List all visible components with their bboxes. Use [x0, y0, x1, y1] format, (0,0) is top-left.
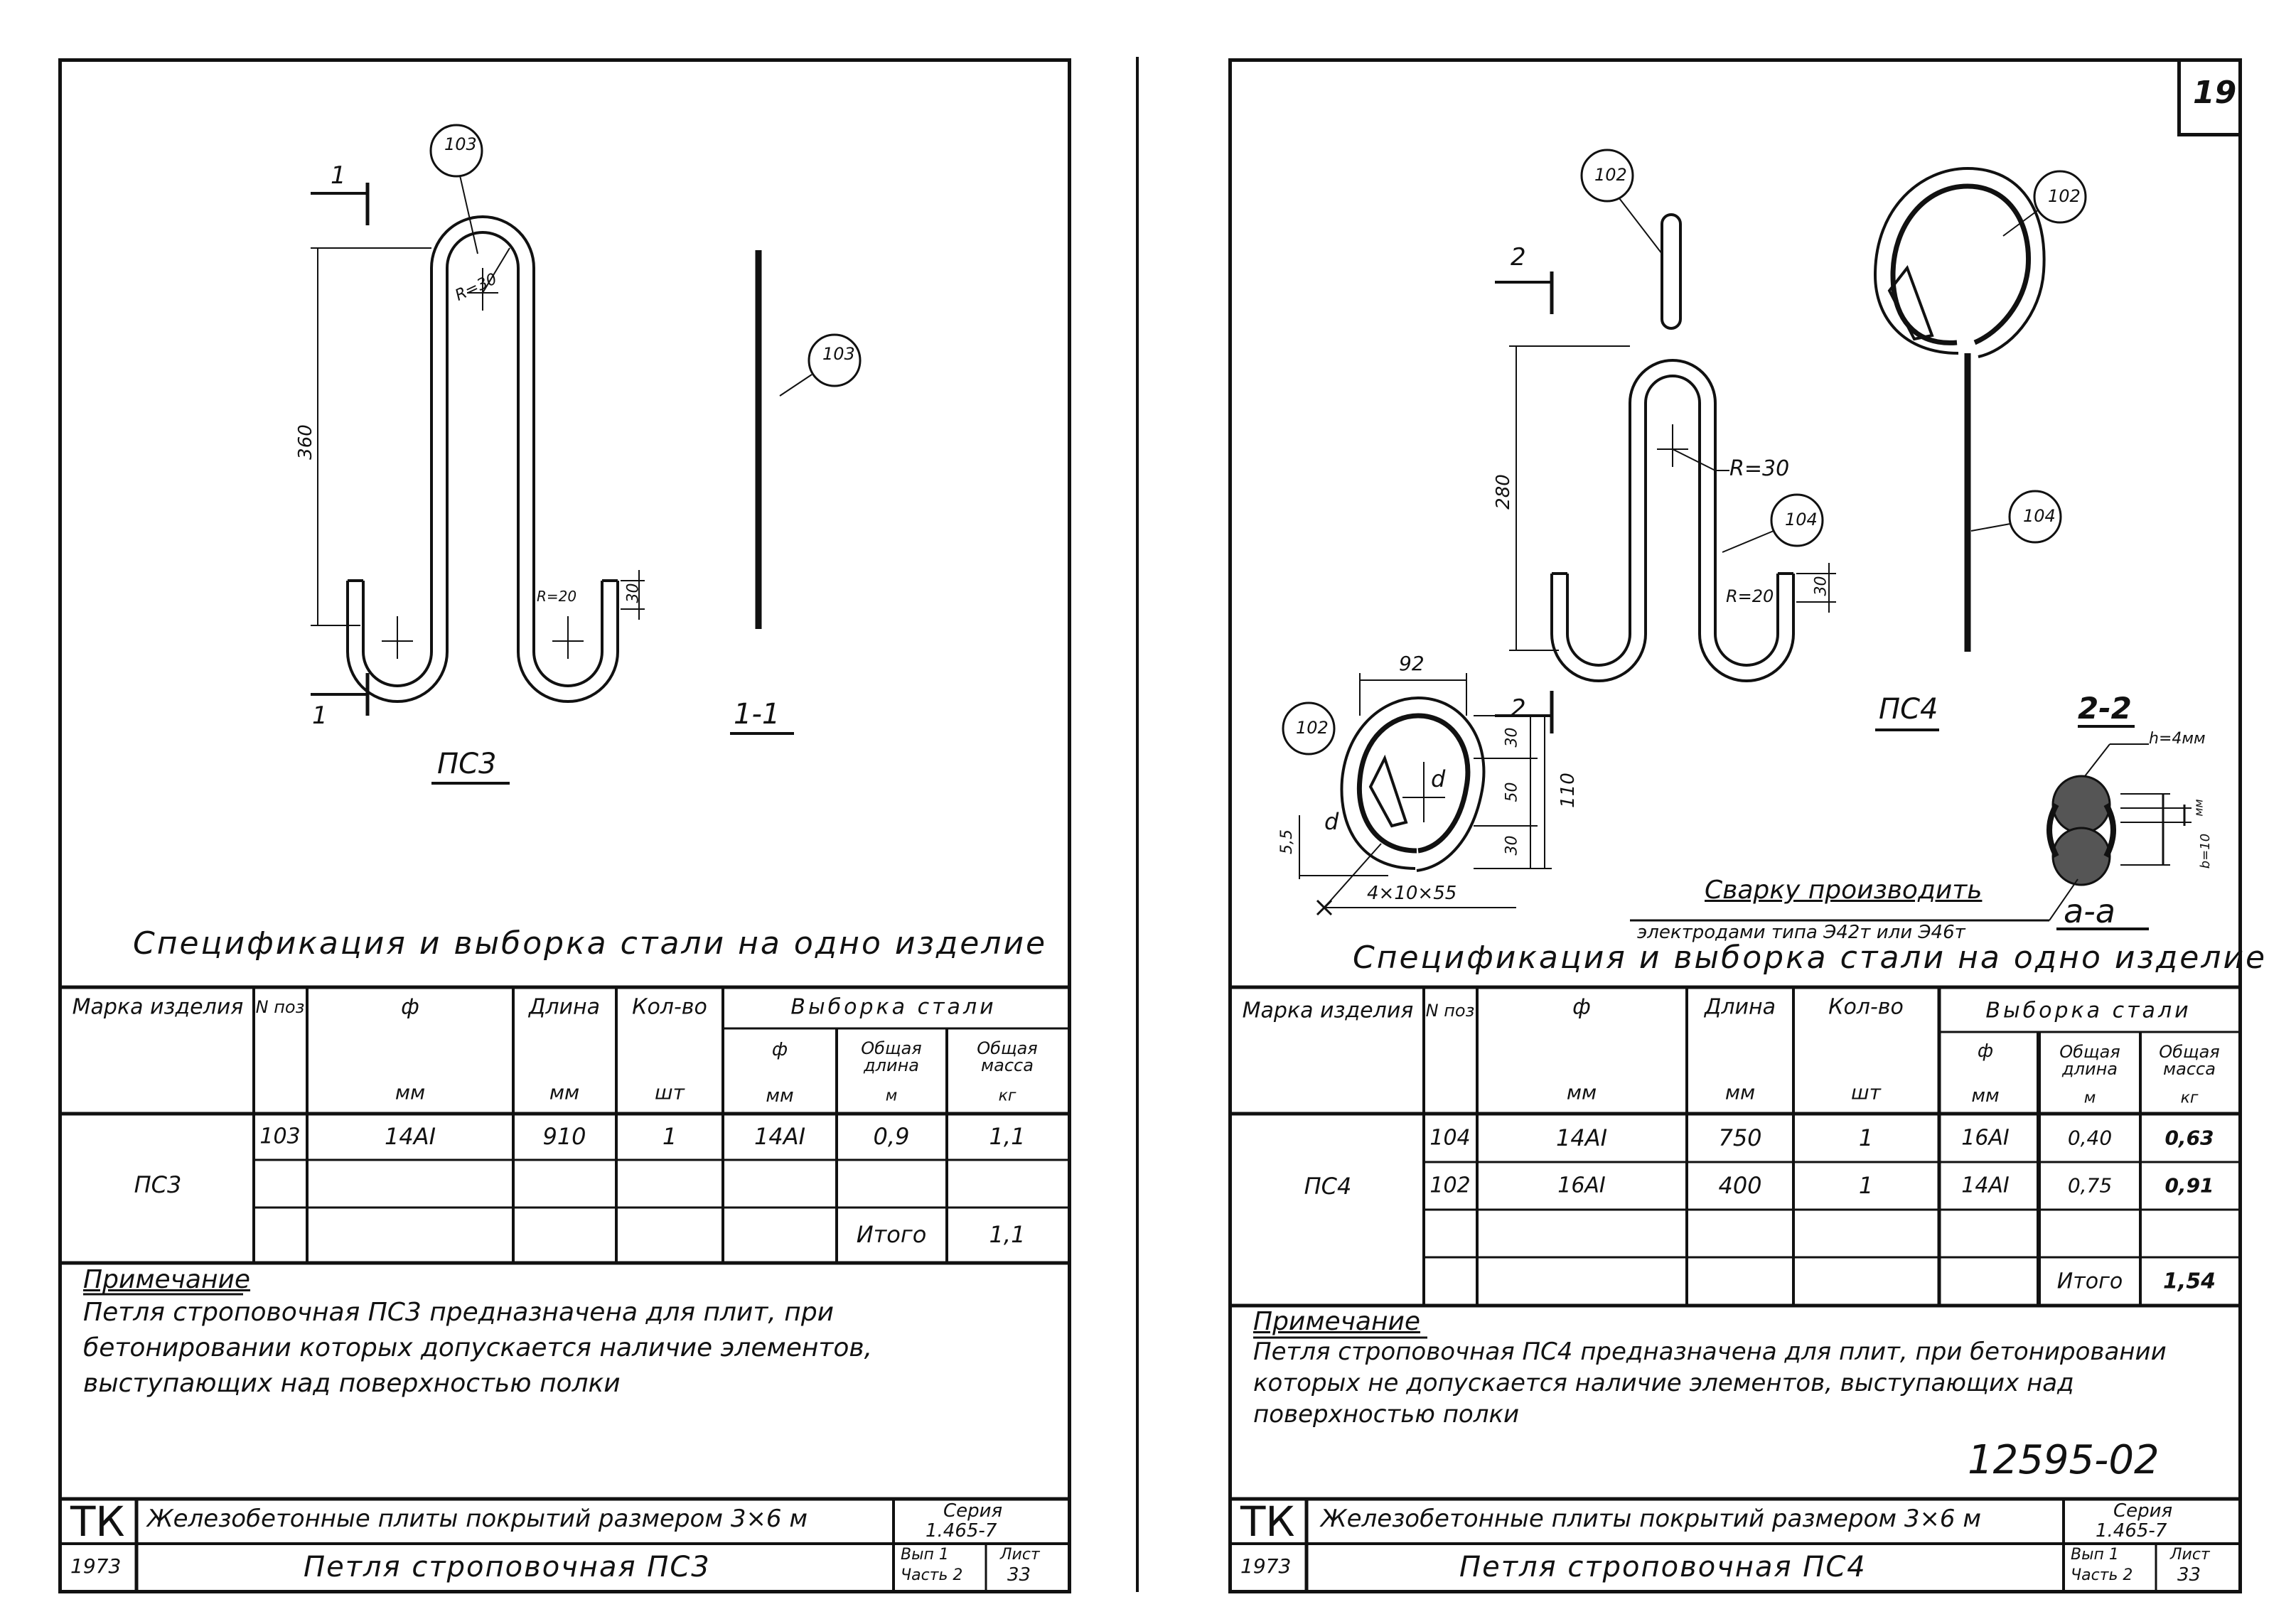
td-sel-phi: 14АI: [753, 1123, 806, 1150]
note-text: Петля строповочная ПС3 предназначена для плит, при бетонировании которых допускается наличие элементов, выступающих над поверхностью полки: [83, 1298, 873, 1398]
th-phi-unit: мм: [1566, 1080, 1597, 1104]
td-mark: ПС3: [134, 1171, 182, 1198]
mark-104-front: 104: [1785, 510, 1818, 529]
th-phi: ф: [1572, 994, 1591, 1020]
dim-280: 280: [1492, 474, 1514, 510]
mark-103-side: 103: [822, 344, 855, 364]
dim-30: 30: [1812, 576, 1830, 596]
td-sel-phi-row2: 14АI: [1961, 1173, 2010, 1198]
tb-year: 1973: [70, 1554, 122, 1578]
th-phi-unit: мм: [395, 1080, 426, 1104]
td-sel-length-row2: 0,75: [2067, 1173, 2113, 1198]
td-total-value: 1,54: [2162, 1269, 2216, 1294]
tb-title: Железобетонные плиты покрытий размером 3×6 м: [147, 1505, 808, 1533]
note-text: Петля строповочная ПС4 предназначена для плит, при бетонировании которых не допускается наличие элементов, выступающих над поверхностью полки: [1253, 1338, 2167, 1429]
th-pos: N поз: [1425, 1001, 1475, 1021]
th-sel-mass-unit: кг: [2180, 1089, 2199, 1107]
td-sel-mass-row2: 0,91: [2164, 1173, 2214, 1198]
th-sel-length: Общая длина: [2059, 1042, 2120, 1079]
product-label: ПС3: [437, 748, 497, 780]
section-label-bottom: 1: [312, 701, 328, 730]
th-sel-length-unit: м: [885, 1087, 898, 1105]
dim-ring-92: 92: [1399, 652, 1425, 675]
th-length-unit: мм: [549, 1080, 580, 1104]
weld-h: h=4мм: [2149, 730, 2206, 748]
dim-ring-55: 5,5: [1278, 829, 1296, 854]
th-sel-length-unit: м: [2083, 1089, 2096, 1107]
tb-year: 1973: [1240, 1554, 1292, 1578]
page-number: 19: [2193, 75, 2237, 111]
td-sel-length-row1: 0,40: [2067, 1126, 2113, 1150]
tb-issue: Вып 1: [2071, 1546, 2119, 1564]
dim-30: 30: [624, 583, 643, 603]
th-mark: Марка изделия: [72, 994, 244, 1020]
tb-series-label: Серия: [943, 1500, 1003, 1522]
td-sel-mass-row1: 0,63: [2164, 1126, 2214, 1150]
product-label: ПС4: [1879, 693, 1938, 726]
section-view-label: 1-1: [734, 698, 780, 731]
th-phi: ф: [401, 994, 419, 1020]
th-selection: Выборка стали: [1985, 998, 2192, 1023]
th-sel-phi: ф: [771, 1039, 788, 1060]
tb-part: Часть 2: [2071, 1566, 2133, 1584]
tb-series-value: 1.465-7: [2096, 1520, 2167, 1542]
dim-r20: R=20: [537, 588, 577, 605]
td-qty-row2: 1: [1858, 1172, 1874, 1199]
weld-b: b=10: [2198, 833, 2214, 869]
td-sel-mass: 1,1: [989, 1123, 1026, 1150]
section-label-top: 2: [1511, 243, 1526, 271]
doc-number: 12595-02: [1968, 1437, 2160, 1483]
dim-r30: R=30: [1729, 456, 1790, 481]
weld-text-1: Сварку производить: [1705, 876, 1983, 905]
tb-title: Железобетонные плиты покрытий размером 3×6 м: [1321, 1505, 1982, 1533]
td-phi-row2: 16АI: [1557, 1173, 1606, 1198]
note-heading: Примечание: [83, 1265, 251, 1294]
dim-ring-plate: 4×10×55: [1367, 883, 1457, 904]
mark-102-right: 102: [2048, 186, 2081, 206]
td-phi-row1: 14АI: [1555, 1124, 1608, 1151]
sheet-left: [58, 58, 1071, 1593]
td-sel-length: 0,9: [873, 1123, 910, 1150]
tb-series-label: Серия: [2113, 1500, 2173, 1522]
td-pos-row2: 102: [1429, 1173, 1471, 1198]
dim-ring-50: 50: [1503, 782, 1521, 802]
th-sel-mass: Общая масса: [2159, 1042, 2220, 1079]
td-pos: 103: [259, 1124, 301, 1149]
th-sel-phi: ф: [1977, 1040, 1994, 1062]
dim-ring-30a: 30: [1503, 727, 1521, 748]
tb-issue: Вып 1: [901, 1546, 949, 1564]
section-aa-label: а-а: [2064, 892, 2115, 930]
tb-series-value: 1.465-7: [926, 1520, 997, 1542]
th-length: Длина: [528, 994, 601, 1020]
td-pos-row1: 104: [1429, 1125, 1471, 1151]
dim-ring-d: d: [1431, 765, 1446, 792]
spec-title: Спецификация и выборка стали на одно изделие: [1353, 940, 2268, 976]
tb-name: Петля строповочная ПС3: [304, 1551, 711, 1583]
dim-360: 360: [294, 424, 316, 460]
th-length: Длина: [1704, 994, 1776, 1020]
mark-102-top: 102: [1594, 165, 1627, 185]
td-sel-phi-row1: 16АI: [1961, 1125, 2010, 1151]
th-selection: Выборка стали: [790, 994, 997, 1020]
dim-r30: R=30: [452, 270, 500, 305]
mark-103-top: 103: [444, 134, 477, 154]
weld-mm: мм: [2192, 799, 2206, 817]
td-qty-row1: 1: [1858, 1124, 1874, 1151]
section-view-label: 2-2: [2078, 691, 2132, 726]
th-qty: Кол-во: [632, 994, 707, 1020]
th-sel-length: Общая длина: [861, 1038, 922, 1075]
section-label-top: 1: [331, 161, 346, 190]
th-length-unit: мм: [1724, 1080, 1756, 1104]
mark-104-side: 104: [2023, 506, 2056, 526]
td-length-row1: 750: [1718, 1124, 1762, 1151]
tb-org: ТК: [70, 1497, 125, 1546]
td-total-label: Итого: [856, 1221, 927, 1248]
tb-sheet-label: Лист: [2170, 1546, 2210, 1564]
note-heading: Примечание: [1253, 1307, 1421, 1336]
th-qty: Кол-во: [1828, 994, 1904, 1020]
th-sel-phi-unit: мм: [766, 1085, 794, 1107]
th-sel-mass: Общая масса: [977, 1038, 1038, 1075]
weld-text-2: электродами типа Э42т или Э46т: [1637, 922, 1965, 943]
td-total-value: 1,1: [989, 1221, 1026, 1248]
tb-org: ТК: [1240, 1497, 1295, 1546]
td-length-row2: 400: [1718, 1172, 1762, 1199]
tb-sheet-value: 33: [1007, 1564, 1031, 1586]
sheet-right: [1228, 58, 2268, 1593]
th-pos: N поз: [255, 997, 305, 1017]
dim-ring-110: 110: [1557, 773, 1579, 808]
td-length: 910: [542, 1123, 586, 1150]
tb-sheet-value: 33: [2177, 1564, 2201, 1586]
mark-102-ring: 102: [1296, 718, 1329, 738]
th-mark: Марка изделия: [1242, 998, 1414, 1023]
tb-name: Петля строповочная ПС4: [1459, 1551, 1867, 1583]
dim-r20: R=20: [1726, 586, 1774, 606]
dim-ring-30b: 30: [1503, 835, 1521, 856]
dim-ring-d2: d: [1324, 808, 1339, 835]
th-qty-unit: шт: [655, 1080, 685, 1104]
th-sel-mass-unit: кг: [998, 1087, 1016, 1105]
section-label-bottom: 2: [1511, 694, 1526, 723]
th-qty-unit: шт: [1851, 1080, 1881, 1104]
td-qty: 1: [662, 1123, 677, 1150]
page-fold-line: [1136, 57, 1139, 1592]
tb-part: Часть 2: [901, 1566, 963, 1584]
tb-sheet-label: Лист: [1000, 1546, 1040, 1564]
td-mark: ПС4: [1304, 1173, 1352, 1200]
td-total-label: Итого: [2056, 1269, 2123, 1294]
spec-title: Спецификация и выборка стали на одно изделие: [133, 925, 1048, 962]
td-phi: 14АI: [384, 1123, 436, 1150]
th-sel-phi-unit: мм: [1971, 1085, 2000, 1107]
